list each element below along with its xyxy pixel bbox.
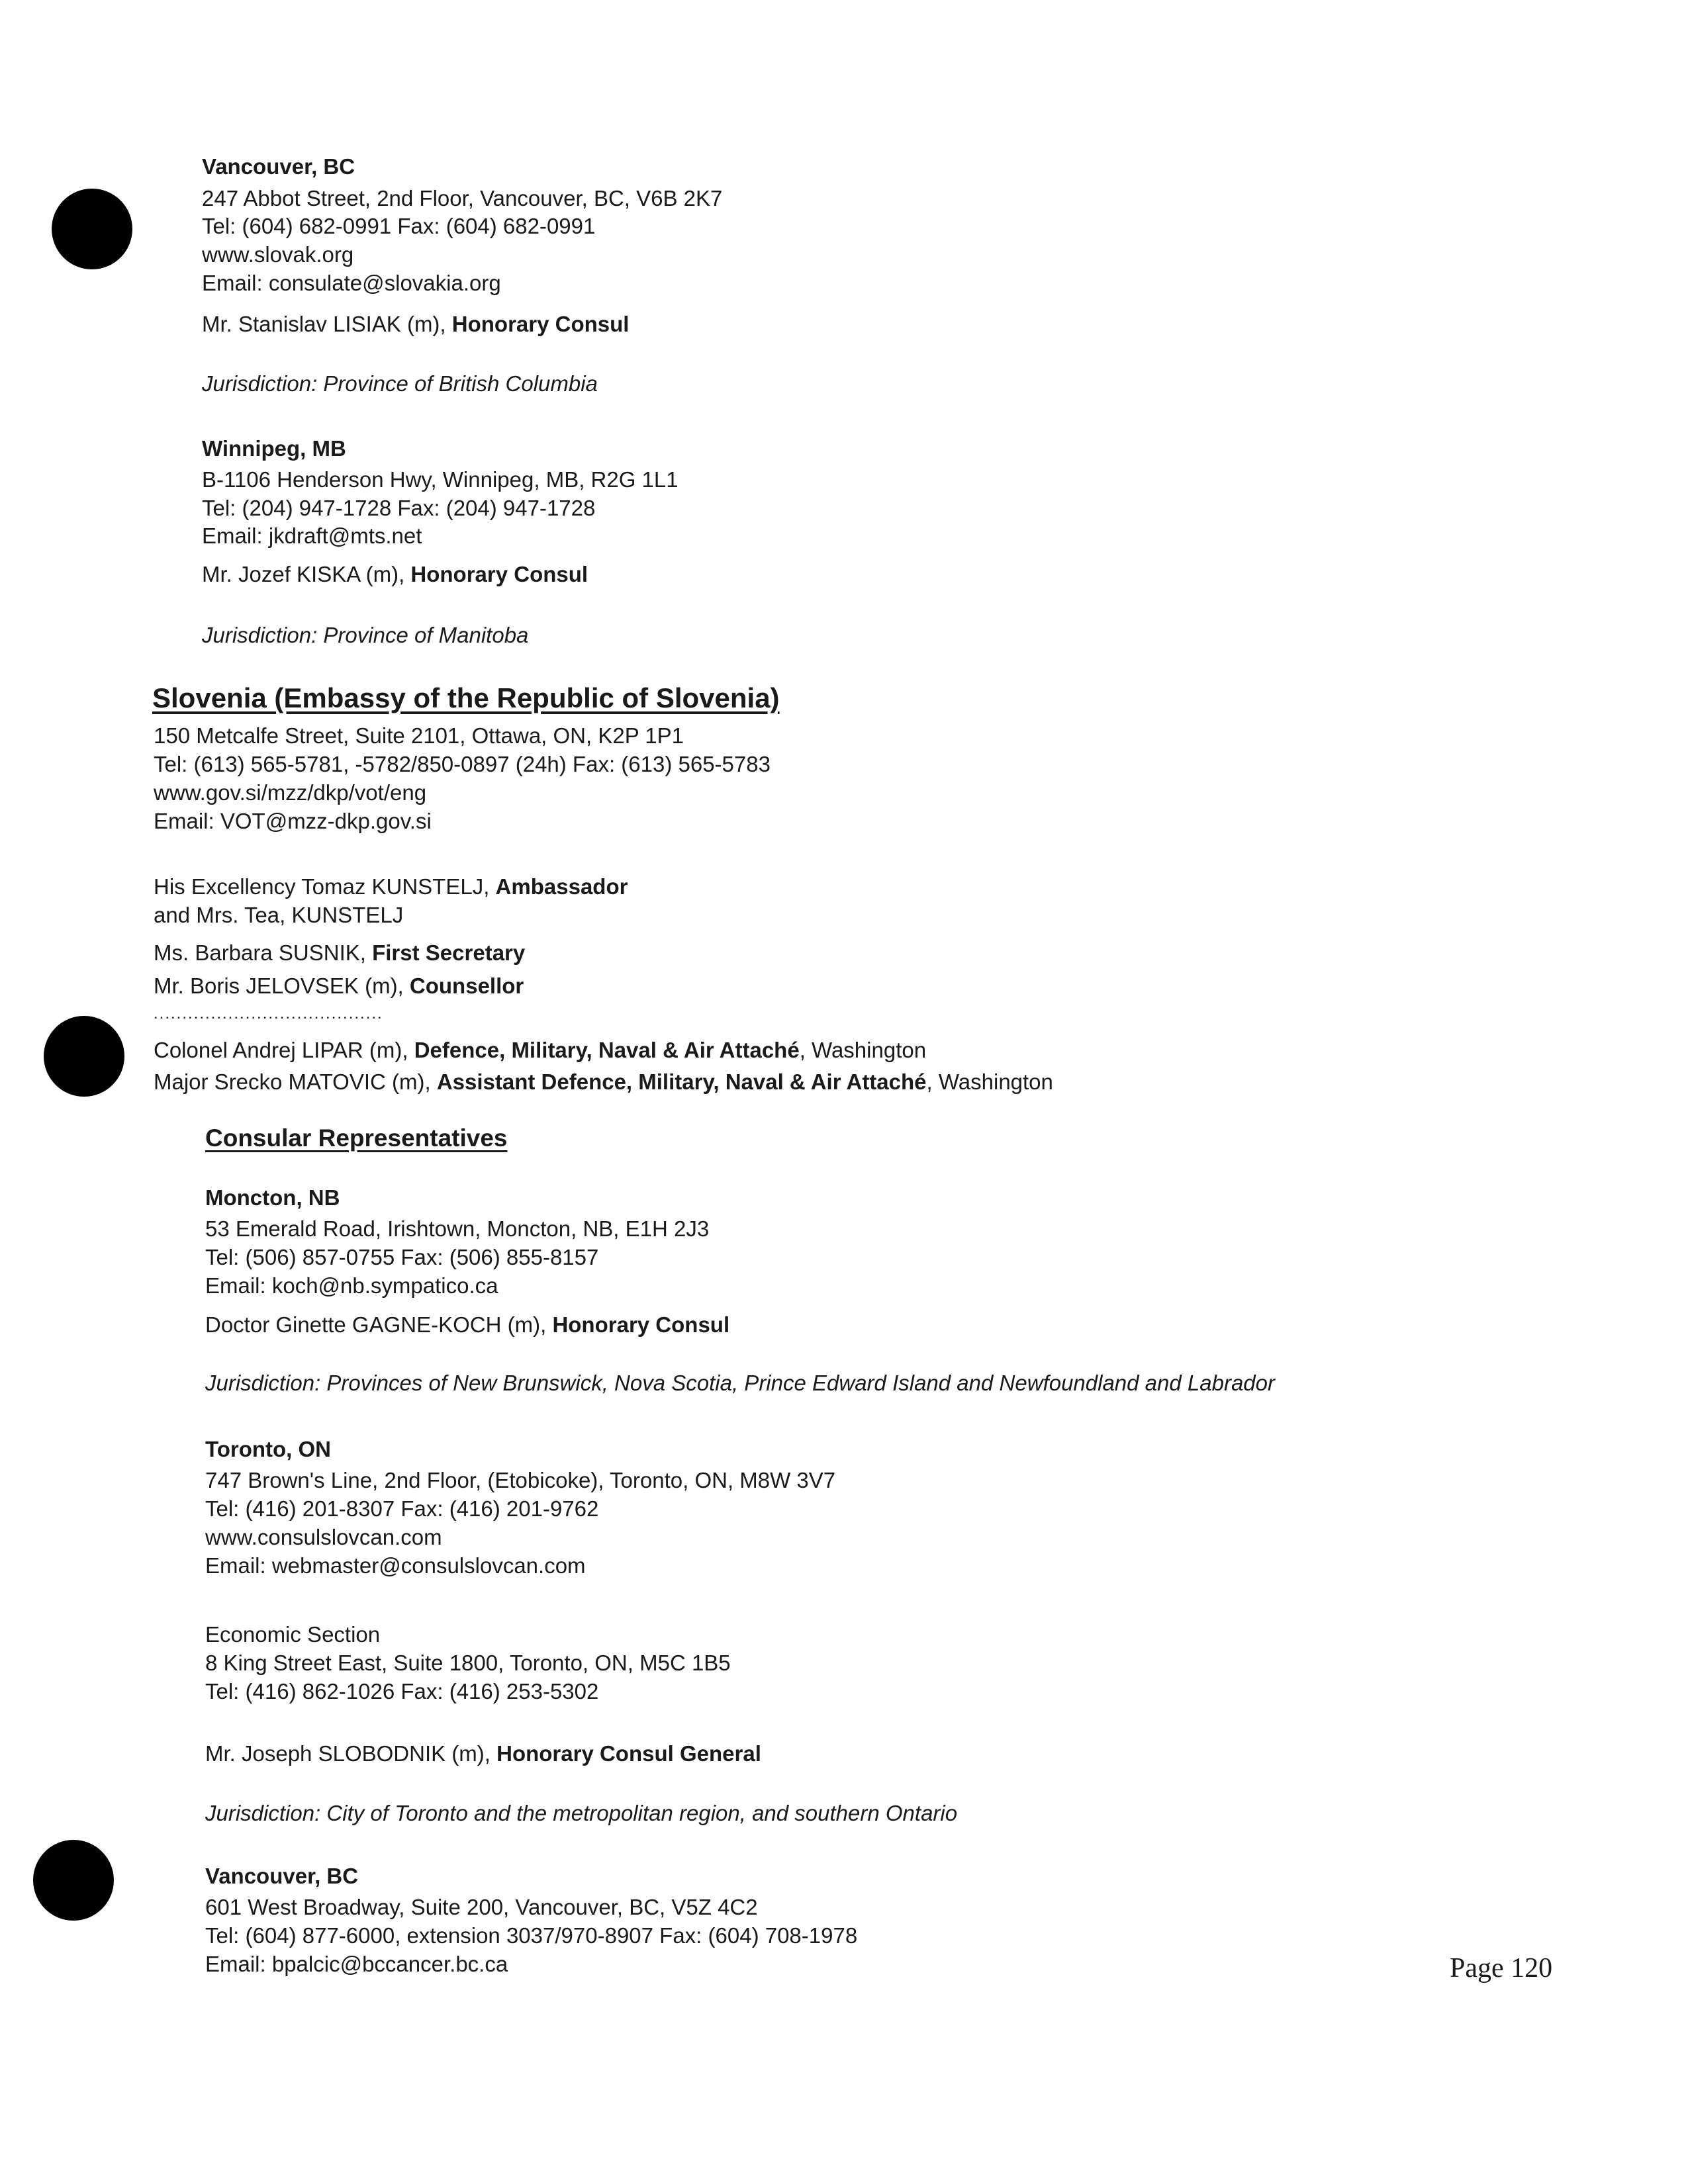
jurisdiction-label: Jurisdiction: (205, 1801, 327, 1825)
staff-title: Assistant Defence, Military, Naval & Air Attaché (436, 1069, 927, 1094)
jurisdiction-value: Province of British Columbia (323, 371, 598, 396)
email: Email: VOT@mzz-dkp.gov.si (154, 809, 432, 833)
staff-location: , Washington (926, 1069, 1053, 1094)
representative-title: Honorary Consul General (496, 1741, 761, 1766)
city-heading: Vancouver, BC (202, 154, 355, 179)
binder-hole-bottom (33, 1840, 114, 1921)
email: Email: koch@nb.sympatico.ca (205, 1273, 498, 1298)
staff-counsellor (154, 973, 524, 999)
jurisdiction-label: Jurisdiction: (202, 623, 324, 647)
city-heading: Winnipeg, MB (202, 436, 346, 461)
address: B-1106 Henderson Hwy, Winnipeg, MB, R2G 1L1 (202, 467, 679, 492)
staff-name: His Excellency Tomaz KUNSTELJ, (154, 874, 496, 899)
jurisdiction-value: Provinces of New Brunswick, Nova Scotia, Prince Edward Island and Newfoundland and Labrador (326, 1371, 1276, 1395)
staff-title: Defence, Military, Naval & Air Attaché (414, 1038, 800, 1062)
jurisdiction-value: City of Toronto and the metropolitan region, and southern Ontario (326, 1801, 958, 1825)
representative-title: Honorary Consul (451, 312, 630, 336)
page-number: Page 120 (1450, 1953, 1553, 1983)
jurisdiction (205, 1370, 1275, 1396)
economic-section-telephone-fax: Tel: (416) 862-1026 Fax: (416) 253-5302 (205, 1679, 599, 1704)
representative-name: Mr. Joseph SLOBODNIK (m), (205, 1741, 497, 1766)
representative (202, 561, 588, 588)
staff-title: Ambassador (495, 874, 628, 899)
representative-name: Mr. Stanislav LISIAK (m), (202, 312, 452, 336)
representative (205, 1741, 761, 1767)
representative-title: Honorary Consul (552, 1312, 730, 1337)
country-heading: Slovenia (Embassy of the Republic of Slovenia) (152, 682, 780, 713)
consular-heading: Consular Representatives (205, 1124, 508, 1152)
jurisdiction-label: Jurisdiction: (202, 371, 324, 396)
economic-section-label: Economic Section (205, 1622, 381, 1647)
binder-hole-middle (44, 1016, 124, 1097)
address: 747 Brown's Line, 2nd Floor, (Etobicoke), Toronto, ON, M8W 3V7 (205, 1468, 836, 1492)
economic-section-address: 8 King Street East, Suite 1800, Toronto, ON, M5C 1B5 (205, 1651, 731, 1675)
staff-defence-attache (154, 1037, 926, 1064)
telephone-fax: Tel: (506) 857-0755 Fax: (506) 855-8157 (205, 1245, 599, 1269)
jurisdiction (202, 371, 598, 397)
representative (202, 311, 629, 338)
city-heading: Vancouver, BC (205, 1864, 359, 1888)
jurisdiction (202, 622, 528, 649)
staff-name: Major Srecko MATOVIC (m), (154, 1069, 437, 1094)
representative-name: Doctor Ginette GAGNE-KOCH (m), (205, 1312, 553, 1337)
staff-name: and Mrs. Tea, KUNSTELJ (154, 903, 404, 927)
jurisdiction (205, 1800, 957, 1827)
jurisdiction-value: Province of Manitoba (323, 623, 529, 647)
address: 53 Emerald Road, Irishtown, Moncton, NB, E1H 2J3 (205, 1216, 710, 1241)
email: Email: consulate@slovakia.org (202, 271, 501, 295)
telephone-fax: Tel: (204) 947-1728 Fax: (204) 947-1728 (202, 496, 596, 520)
staff-spouse (154, 902, 403, 929)
staff-assistant-defence-attache (154, 1069, 1053, 1095)
address: 150 Metcalfe Street, Suite 2101, Ottawa, ON, K2P 1P1 (154, 723, 684, 748)
email: Email: webmaster@consulslovcan.com (205, 1553, 586, 1578)
email: Email: jkdraft@mts.net (202, 523, 422, 548)
city-heading: Toronto, ON (205, 1437, 332, 1461)
website: www.slovak.org (202, 242, 354, 267)
binder-hole-top (52, 189, 132, 269)
staff-ambassador (154, 874, 628, 900)
telephone-fax: Tel: (613) 565-5781, -5782/850-0897 (24h) Fax: (613) 565-5783 (154, 752, 771, 776)
jurisdiction-label: Jurisdiction: (205, 1371, 327, 1395)
representative-title: Honorary Consul (410, 562, 588, 586)
staff-name: Ms. Barbara SUSNIK, (154, 940, 373, 965)
address: 247 Abbot Street, 2nd Floor, Vancouver, BC, V6B 2K7 (202, 186, 723, 210)
staff-name: Mr. Boris JELOVSEK (m), (154, 974, 410, 998)
telephone-fax: Tel: (416) 201-8307 Fax: (416) 201-9762 (205, 1496, 599, 1521)
address: 601 West Broadway, Suite 200, Vancouver, BC, V5Z 4C2 (205, 1895, 758, 1919)
staff-first-secretary (154, 940, 525, 966)
staff-location: , Washington (799, 1038, 927, 1062)
staff-title: Counsellor (409, 974, 524, 998)
representative (205, 1312, 729, 1338)
website: www.consulslovcan.com (205, 1525, 442, 1549)
city-heading: Moncton, NB (205, 1185, 340, 1210)
telephone-fax: Tel: (604) 682-0991 Fax: (604) 682-0991 (202, 214, 596, 238)
representative-name: Mr. Jozef KISKA (m), (202, 562, 411, 586)
staff-name: Colonel Andrej LIPAR (m), (154, 1038, 414, 1062)
email: Email: bpalcic@bccancer.bc.ca (205, 1952, 508, 1976)
website: www.gov.si/mzz/dkp/vot/eng (154, 780, 427, 805)
telephone-fax: Tel: (604) 877-6000, extension 3037/970-8907 Fax: (604) 708-1978 (205, 1923, 858, 1948)
staff-title: First Secretary (372, 940, 526, 965)
dotted-separator: ........................................ (154, 1005, 383, 1023)
